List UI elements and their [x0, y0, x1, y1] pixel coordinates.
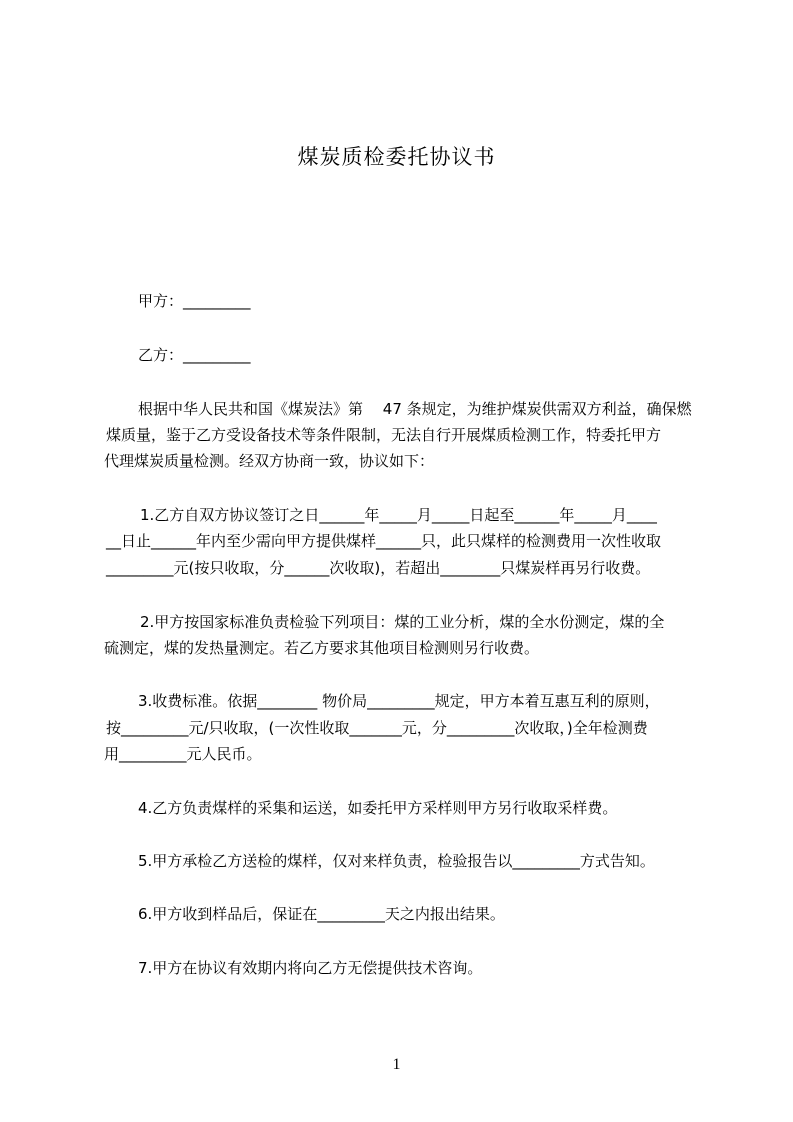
clause-line: _________元(按只收取，分______次收取)，若超出________只煤炭样再另行收费。: [106, 559, 651, 577]
clause-4: 4.乙方负责煤样的采集和运送，如委托甲方采样则甲方另行收取采样费。: [138, 799, 618, 817]
preamble-line: 煤质量，鉴于乙方受设备技术等条件限制，无法自行开展煤质检测工作，特委托甲方: [106, 426, 662, 444]
clause-line: 2.甲方按国家标准负责检验下列项目：煤的工业分析，煤的全水份测定，煤的全: [140, 613, 665, 631]
party-b-line: 乙方：_________: [138, 346, 251, 364]
clause-line: 硫测定，煤的发热量测定。若乙方要求其他项目检测则另行收费。: [104, 639, 540, 657]
page-number: 1: [392, 1056, 401, 1073]
document-title: 煤炭质检委托协议书: [297, 145, 496, 169]
clause-line: 按_________元/只收取，(一次性收取_______元，分_________次收取，)全年检测费: [106, 719, 648, 737]
clause-line: 3.收费标准。依据________ 物价局_________规定，甲方本着互惠互利的原则，: [138, 692, 660, 710]
clause-5: 5.甲方承检乙方送检的煤样，仅对来样负责，检验报告以_________方式告知。: [138, 852, 655, 870]
preamble-line: 代理煤炭质量检测。经双方协商一致，协议如下：: [104, 452, 435, 470]
clause-6: 6.甲方收到样品后，保证在_________天之内报出结果。: [138, 905, 505, 923]
preamble-line: 根据中华人民共和国《煤炭法》第 47 条规定，为维护煤炭供需双方利益，确保燃: [138, 400, 692, 418]
clause-line: 1.乙方自双方协议签订之日______年_____月_____日起至______年_____月____: [140, 506, 657, 524]
party-a-line: 甲方：_________: [138, 292, 251, 310]
clause-7: 7.甲方在协议有效期内将向乙方无偿提供技术咨询。: [138, 959, 483, 977]
clause-line: __日止______年内至少需向甲方提供煤样______只，此只煤样的检测费用一次性收取: [106, 532, 662, 550]
clause-line: 用_________元人民币。: [104, 745, 262, 763]
